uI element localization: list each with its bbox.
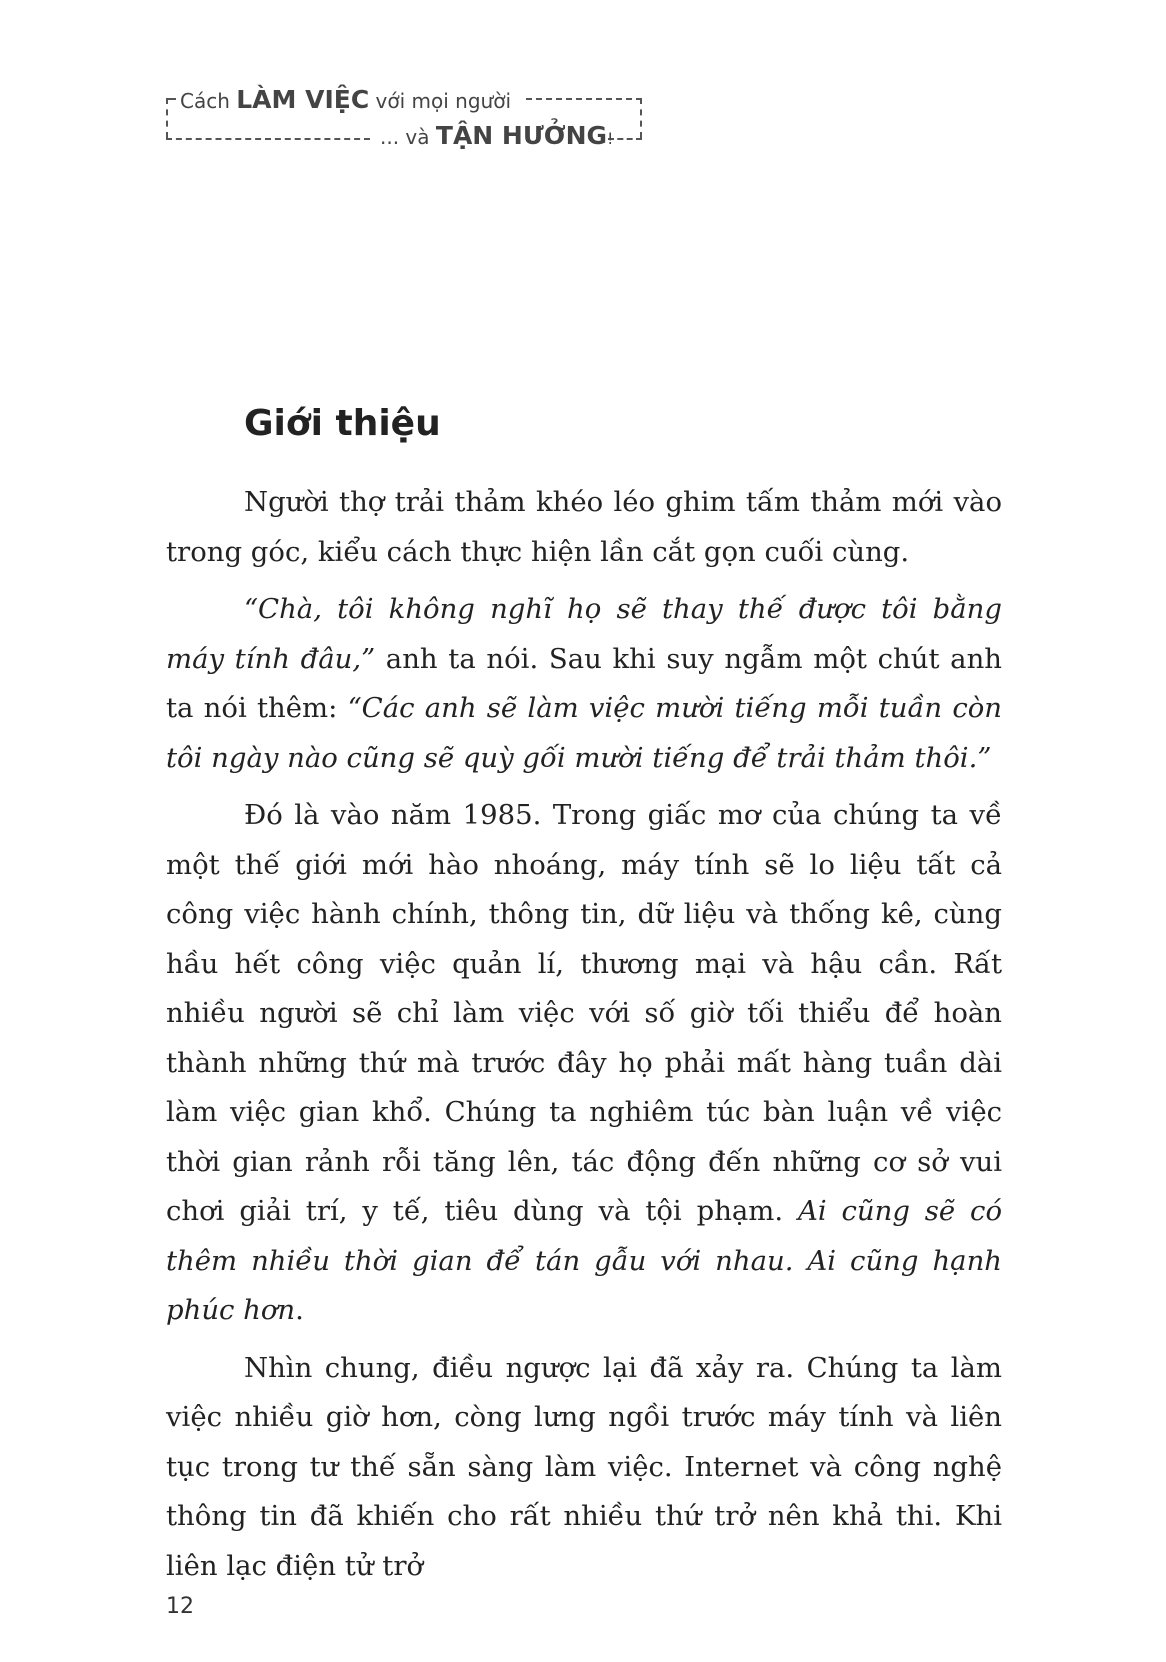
- header-line1-prefix: Cách: [180, 89, 237, 113]
- running-header: [166, 82, 642, 148]
- paragraph-2-quote-1: “Chà, tôi không nghĩ họ sẽ thay thế được tôi bằng máy tính đâu,”: [166, 593, 1002, 675]
- paragraph-3: [166, 791, 1002, 1336]
- paragraph-4: Nhìn chung, điều ngược lại đã xảy ra. Chúng ta làm việc nhiều giờ hơn, còng lưng ngồi trước máy tính và liên tục trong tư thế sẵn sàng làm việc. Internet và công nghệ thông tin đã khiến cho rất nhiều thứ trở nên khả thi. Khi liên lạc điện tử trở: [166, 1351, 1002, 1582]
- header-line2-strong: TẬN HƯỞNG: [435, 121, 608, 150]
- chapter-title: Giới thiệu: [244, 403, 441, 444]
- paragraph-2-quote-2: “Các anh sẽ làm việc mười tiếng mỗi tuần còn tôi ngày nào cũng sẽ quỳ gối mười tiếng để trải thảm thôi.”: [166, 692, 1002, 774]
- header-line-1: [180, 86, 511, 115]
- header-frame-left: [166, 98, 168, 138]
- paragraph-1: Người thợ trải thảm khéo léo ghim tấm thảm mới vào trong góc, kiểu cách thực hiện lần cắt gọn cuối cùng.: [166, 486, 1002, 568]
- paragraph-2-middle: anh ta nói. Sau khi suy ngẫm một chút anh ta nói thêm:: [166, 642, 1003, 724]
- header-line2-prefix: ... và: [380, 125, 436, 149]
- paragraph-3-text: Đó là vào năm 1985. Trong giấc mơ của chúng ta về một thế giới mới hào nhoáng, máy tính sẽ lo liệu tất cả công việc hành chính, thông tin, dữ liệu và thống kê, cùng hầu hết công việc quản lí, thương mại và hậu cần. Rất nhiều người sẽ chỉ làm việc với số giờ tối thiểu để hoàn thành những thứ mà trước đây họ phải mất hàng tuần dài làm việc gian khổ. Chúng ta nghiêm túc bàn luận về việc thời gian rảnh rỗi tăng lên, tác động đến những cơ sở vui chơi giải trí, y tế, tiêu dùng và tội phạm.: [166, 799, 1002, 1227]
- body-text: [166, 478, 1002, 1599]
- header-dash-top-right: [526, 98, 642, 100]
- header-frame-right: [640, 98, 642, 138]
- header-line1-strong: LÀM VIỆC: [236, 85, 370, 114]
- header-line1-suffix: với mọi người: [369, 89, 512, 113]
- header-line2-end: !: [607, 129, 614, 148]
- paragraph-2: [166, 585, 1002, 783]
- header-dash-bottom-left: [166, 138, 370, 140]
- page-number: 12: [166, 1594, 194, 1619]
- header-dash-top-left: [166, 98, 176, 100]
- paragraph-3-end: .: [295, 1294, 304, 1326]
- paragraph-3-italic: Ai cũng sẽ có thêm nhiều thời gian để tán gẫu với nhau. Ai cũng hạnh phúc hơn: [166, 1195, 1002, 1326]
- header-line-2: [380, 122, 613, 153]
